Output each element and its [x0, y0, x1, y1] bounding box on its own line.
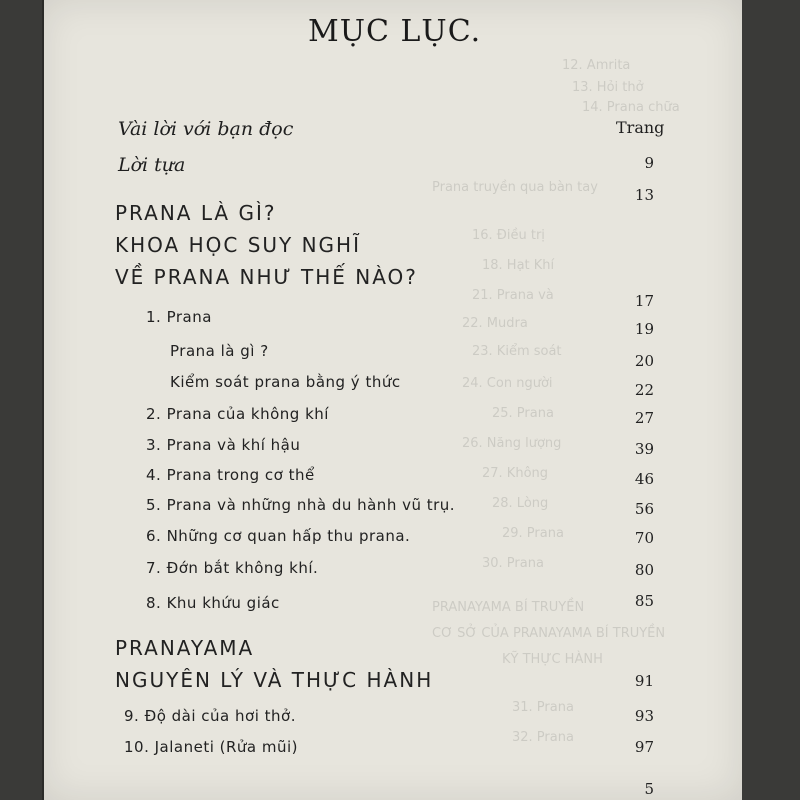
toc-page: 85 [634, 592, 654, 610]
front-page-2: 13 [634, 186, 654, 204]
toc-page: 80 [634, 561, 654, 579]
toc-page: 97 [634, 738, 654, 756]
toc-entry: Prana là gì ? [170, 342, 269, 360]
section-heading-line-1: PRANA LÀ GÌ? [115, 201, 277, 225]
toc-entry: 3. Prana và khí hậu [146, 436, 301, 454]
bleed-through-text: 12. Amrita 13. Hỏi thở 14. Prana chữa Prana truyền qua bàn tay 16. Điều trị 18. Hạt Khí 21. Prana và 22. Mudra 23. Kiểm soát 24. Con người 25. Prana 26. Năng lượng 27. Không 28. Lòng 29. Prana 30. Prana PRANAYAMA BÍ TRUYỀN CƠ SỞ CỦA PRANAYAMA BÍ TRUYỀN KỸ THỰC HÀNH 31. Prana 32. Prana [432, 58, 680, 745]
page-edge [42, 0, 44, 800]
toc-page: 27 [634, 409, 654, 427]
toc-entry: 9. Độ dài của hơi thở. [124, 707, 296, 725]
toc-entry: 8. Khu khứu giác [146, 594, 280, 612]
section-heading-line-2: KHOA HỌC SUY NGHĨ [115, 233, 361, 257]
toc-entry: 10. Jalaneti (Rửa mũi) [124, 738, 299, 756]
toc-page: 56 [634, 500, 654, 518]
page-title: MỤC LỤC. [308, 14, 482, 49]
toc-page: 22 [634, 381, 654, 399]
front-page-1: 9 [644, 154, 654, 172]
toc-page: 70 [634, 529, 654, 547]
book-page [42, 0, 742, 800]
toc-page: 19 [634, 320, 654, 338]
section-page: 91 [634, 672, 654, 690]
toc-entry: 4. Prana trong cơ thể [146, 466, 315, 484]
front-entry-preface: Lời tựa [118, 154, 186, 176]
section-heading-line-3: VỀ PRANA NHƯ THẾ NÀO? [115, 265, 418, 289]
section-heading-line-2: NGUYÊN LÝ VÀ THỰC HÀNH [115, 668, 434, 692]
page-column-header: Trang [616, 118, 665, 137]
section-page: 17 [634, 292, 654, 310]
toc-entry: 2. Prana của không khí [146, 405, 329, 423]
toc-entry: Kiểm soát prana bằng ý thức [170, 373, 401, 391]
section-heading-line-1: PRANAYAMA [115, 636, 255, 660]
toc-page: 20 [634, 352, 654, 370]
toc-page: 46 [634, 470, 654, 488]
toc-entry: 1. Prana [146, 308, 212, 326]
toc-page: 39 [634, 440, 654, 458]
toc-entry: 6. Những cơ quan hấp thu prana. [146, 527, 411, 545]
toc-entry: 7. Đớn bắt không khí. [146, 559, 319, 577]
page-number: 5 [644, 780, 654, 798]
front-entry-foreword: Vài lời với bạn đọc [118, 118, 294, 140]
toc-entry: 5. Prana và những nhà du hành vũ trụ. [146, 496, 456, 514]
toc-page: 93 [634, 707, 654, 725]
